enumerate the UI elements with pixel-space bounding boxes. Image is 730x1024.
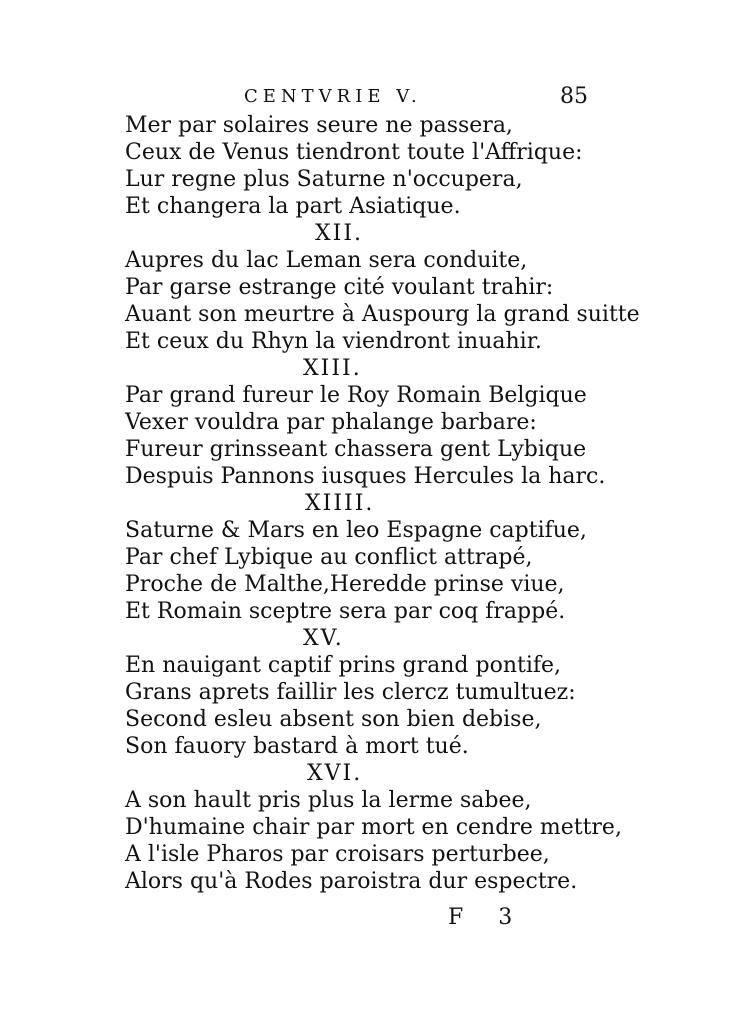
verse-line: Vexer vouldra par phalange barbare: <box>125 410 537 435</box>
quatrain <box>125 220 640 355</box>
quatrain <box>125 625 625 760</box>
verse-line: Second esleu absent son bien debise, <box>125 707 542 732</box>
verse-line: Proche de Malthe,Heredde prinse viue, <box>125 572 565 597</box>
verse-line: A son hault pris plus la lerme sabee, <box>125 788 532 813</box>
verse-line: Despuis Pannons iusques Hercules la harc. <box>125 464 606 489</box>
page-number: 85 <box>560 84 588 109</box>
quatrain <box>125 760 625 895</box>
verse-line: Alors qu'à Rodes paroistra dur espectre. <box>125 869 578 894</box>
quatrain <box>125 355 625 490</box>
verse-line: Auant son meurtre à Auspourg la grand suitte <box>125 302 640 327</box>
verse-line: D'humaine chair par mort en cendre mettre, <box>125 815 622 840</box>
verse-line: En nauigant captif prins grand pontife, <box>125 653 562 678</box>
quatrain-number: XV. <box>303 626 344 651</box>
gathering-signature: F 3 <box>448 905 527 930</box>
quatrain-number: XVI. <box>307 761 363 786</box>
verse-line: Ceux de Venus tiendront toute l'Affrique: <box>125 140 583 165</box>
verse-line: Grans aprets faillir les clercz tumultuez: <box>125 680 576 705</box>
quatrain-number: XII. <box>315 221 364 246</box>
verse-line: Et changera la part Asiatique. <box>125 194 461 219</box>
verse-line: Aupres du lac Leman sera conduite, <box>125 248 528 273</box>
verse-line: Et Romain sceptre sera par coq frappé. <box>125 599 566 624</box>
verse-line: Par garse estrange cité voulant trahir: <box>125 275 554 300</box>
quatrain-number: XIIII. <box>305 491 375 516</box>
quatrain-number: XIII. <box>303 356 362 381</box>
verse-line: Mer par solaires seure ne passera, <box>125 113 513 138</box>
verse-line: Par chef Lybique au conflict attrapé, <box>125 545 533 570</box>
verse-line: Et ceux du Rhyn la viendront inuahir. <box>125 329 542 354</box>
verse-line: Lur regne plus Saturne n'occupera, <box>125 167 523 192</box>
quatrain <box>125 112 625 220</box>
quatrain-list <box>125 112 640 895</box>
verse-line: Par grand fureur le Roy Romain Belgique <box>125 383 587 408</box>
verse-line: A l'isle Pharos par croisars perturbee, <box>125 842 550 867</box>
verse-line: Saturne & Mars en leo Espagne captifue, <box>125 518 587 543</box>
verse-line: Fureur grinsseant chassera gent Lybique <box>125 437 587 462</box>
quatrain <box>125 490 625 625</box>
running-head: CENTVRIE V. <box>244 86 422 107</box>
verse-line: Son fauory bastard à mort tué. <box>125 734 469 759</box>
